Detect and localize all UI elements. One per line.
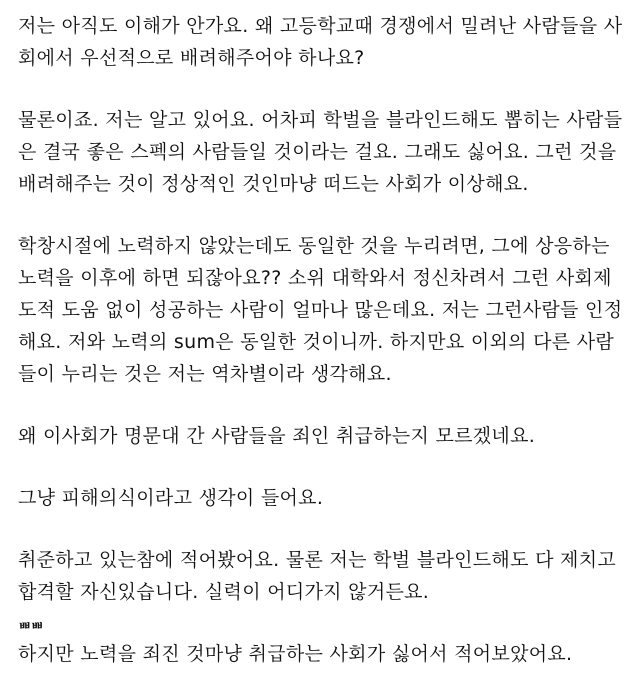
text-line: 그냥 피해의식이라고 생각이 들어요. <box>18 487 324 509</box>
text-line: 취준하고 있는참에 적어봤어요. 물론 저는 학벌 블라인드해도 다 제치고 <box>18 549 617 571</box>
paragraph-3 <box>18 230 630 390</box>
text-line: 하지만 노력을 죄진 것마냥 취급하는 사회가 싫어서 적어보았어요. <box>18 643 573 665</box>
post-body <box>18 10 630 700</box>
text-line: 은 결국 좋은 스펙의 사람들일 것이라는 걸요. 그래도 싫어요. 그런 것을 <box>18 141 617 163</box>
text-line: 저는 아직도 이해가 안가요. 왜 고등학교때 경쟁에서 밀려난 사람들을 사 <box>18 15 623 37</box>
text-line: 학창시절에 노력하지 않았는데도 동일한 것을 누리려면, 그에 상응하는 <box>18 235 610 257</box>
text-line: 배려해주는 것이 정상적인 것인마냥 떠드는 사회가 이상해요. <box>18 173 529 195</box>
text-line: 노력을 이후에 하면 되잖아요?? 소위 대학와서 정신차려서 그런 사회제 <box>18 267 612 289</box>
text-line: 도적 도움 없이 성공하는 사람이 얼마나 많은데요. 저는 그런사람들 인정 <box>18 299 623 321</box>
text-line: 회에서 우선적으로 배려해주어야 하나요? <box>18 47 365 69</box>
paragraph-5 <box>18 482 630 514</box>
paragraph-7 <box>18 638 630 670</box>
paragraph-2 <box>18 104 630 200</box>
paragraph-6 <box>18 544 630 608</box>
paragraph-4 <box>18 420 630 452</box>
text-line: 왜 이사회가 명문대 간 사람들을 죄인 취급하는지 모르겠네요. <box>18 425 536 447</box>
text-line: 합격할 자신있습니다. 실력이 어디가지 않거든요. <box>18 581 430 603</box>
paragraph-1 <box>18 10 630 74</box>
text-line: 들이 누리는 것은 저는 역차별이라 생각해요. <box>18 363 392 385</box>
text-line: 해요. 저와 노력의 sum은 동일한 것이니까. 하지만요 이외의 다른 사람 <box>18 331 615 353</box>
text-line: 물론이죠. 저는 알고 있어요. 어차피 학벌을 블라인드해도 뽑히는 사람들 <box>18 109 623 131</box>
signature: ㅃㅃ <box>18 619 44 634</box>
